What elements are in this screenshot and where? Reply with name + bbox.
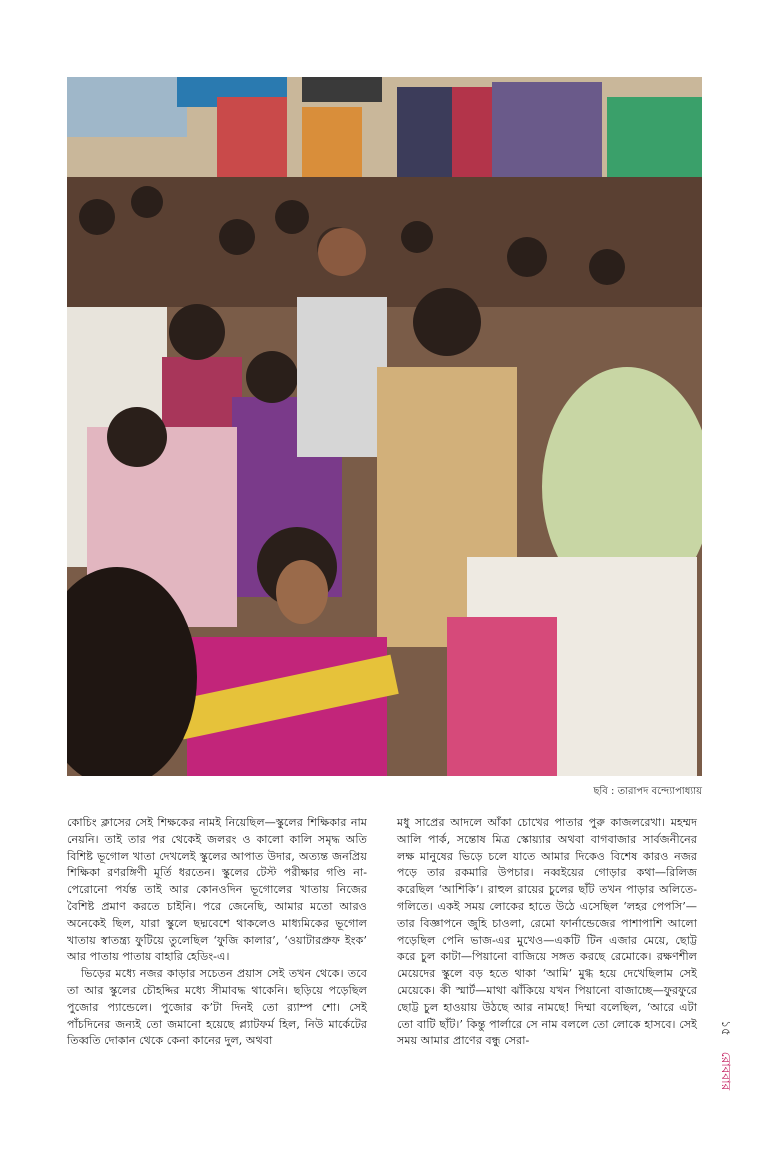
crowd-market-photo [67, 77, 702, 776]
page-footer [712, 1012, 736, 1102]
crowd-market-photo-icon [67, 77, 702, 776]
article-column-left [67, 815, 367, 1050]
paragraph: মধু সাপ্রের আদলে আঁকা চোখের পাতার পুরু কাজলরেখা। মহম্মদ আলি পার্ক, সন্তোষ মিত্র স্কোয়্যার অথবা বাগবাজার সার্বজনীনের লক্ষ মানুষের ভিড়ে চলে যাতে আমার দিকেও বিশেষ কারও নজর পড়ে তার রকমারি উপচার। নব্বইয়ের গোড়ার কথা—রিলিজ করেছিল ‘আশিকি’। রাহুল রায়ের চুলের ছাঁট তখন পাড়ার অলিতে-গলিতে। একই সময় লোকের হাতে উঠে এসেছিল ‘লহর পেপসি’—তার বিজ্ঞাপনে জুহি চাওলা, রেমো ফার্নান্ডেজের পাশাপাশি আলো পড়েছিল পেনি ভাজ-এর মুখেও—একটি টিন এজার মেয়ে, ছোট্ট করে চুল কাটা—পিয়ানো বাজিয়ে সঙ্গত করছে রেমোকে। রক্ষণশীল মেয়েদের স্কুলে বড় হতে থাকা ‘আমি’ মুগ্ধ হয়ে দেখেছিলাম সেই মেয়েকে। কী স্মার্ট—মাথা ঝাঁকিয়ে যখন পিয়ানো বাজাচ্ছে—ফুরফুরে ছোট্ট চুল হাওয়ায় উঠছে আর নামছে! দিম্মা বলেছিল, ‘আরে এটা তো বাটি ছাঁট।’ কিন্তু পার্লারে সে নাম বললে তো লোকে হাসবে। সেই সময় আমার প্রাণের বন্ধু সেরা- [397, 816, 697, 1048]
paragraph: কোচিং ক্লাসের সেই শিক্ষকের নামই নিয়েছিল—স্কুলের শিক্ষিকার নাম নেয়নি। তাই তার পর থেকেই জলরং ও কালো কালি সমৃদ্ধ অতি বিশিষ্ট ভূগোল খাতা দেখলেই স্কুলের আপাত উদার, অত্যন্ত জনপ্রিয় শিক্ষিকা রণরঙ্গিণী মূর্তি ধরতেন। স্কুলের টেস্ট পরীক্ষার গণ্ডি না-পেরোনো পর্যন্ত তাই আর কোনওদিন ভূগোলের খাতায় নিজের বৈশিষ্ট প্রমাণ করতে চাইনি। পরে জেনেছি, আমার মতো আরও অনেকেই ছিল, যারা স্কুলে ছদ্মবেশে থাকলেও মাধ্যমিকের ভূগোল খাতায় স্বাতন্ত্র্য ফুটিয়ে তুলেছিল ‘ফুজি কালার’, ‘ওয়াটারপ্রুফ ইংক’ আর পাতায় পাতায় বাহারি হেডিং-এ। [67, 816, 367, 964]
photo-credit: ছবি : তারাপদ বন্দ্যোপাধ্যায় [593, 786, 702, 797]
paragraph: ভিড়ের মধ্যে নজর কাড়ার সচেতন প্রয়াস সেই তখন থেকে। তবে তা আর স্কুলের চৌহদ্দির মধ্যে সীমাবদ্ধ থাকেনি। ছড়িয়ে পড়েছিল পুজোর প্যান্ডেলে। পুজোর ক’টা দিনই তো র‍্যাম্প শো। সেই পাঁচদিনের জন্যই তো জমানো হয়েছে প্ল্যাটফর্ম হিল, নিউ মার্কেটের তিব্বতি দোকান থেকে কেনা কানের দুল, অথবা [67, 967, 367, 1048]
page-number: ১৫ [719, 1020, 733, 1036]
article-column-right [397, 815, 697, 1050]
magazine-name: রোববার [719, 1051, 733, 1090]
